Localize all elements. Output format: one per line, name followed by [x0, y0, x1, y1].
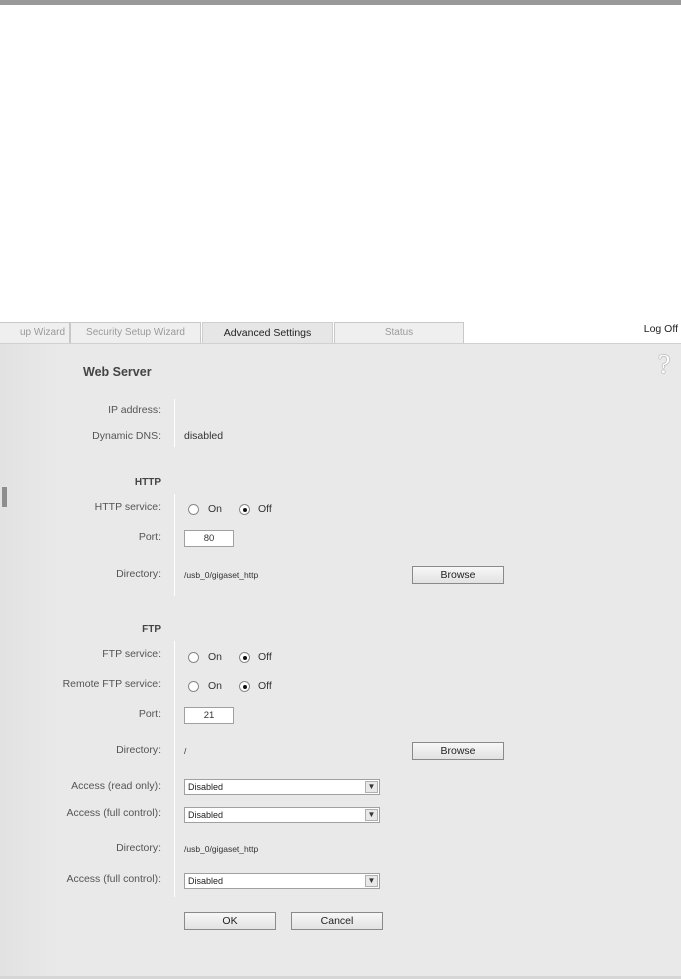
- ok-button[interactable]: OK: [184, 912, 276, 930]
- ftp-directory-label: Directory:: [116, 744, 161, 756]
- tab-security-setup-wizard[interactable]: Security Setup Wizard: [70, 322, 201, 343]
- remote-ftp-off-label: Off: [258, 680, 272, 692]
- http-service-label: HTTP service:: [94, 501, 161, 513]
- tab-setup-wizard[interactable]: up Wizard: [0, 322, 70, 343]
- cancel-button[interactable]: Cancel: [291, 912, 383, 930]
- ftp-directory-2-label: Directory:: [116, 842, 161, 854]
- help-icon[interactable]: ?: [657, 351, 671, 379]
- http-directory-label: Directory:: [116, 568, 161, 580]
- http-service-off-label: Off: [258, 503, 272, 515]
- access-full-control-2-select[interactable]: [184, 873, 380, 889]
- remote-ftp-on-radio[interactable]: [188, 681, 199, 692]
- ftp-directory-value: /: [184, 746, 187, 756]
- ftp-service-off-label: Off: [258, 651, 272, 663]
- ftp-service-label: FTP service:: [102, 648, 161, 660]
- access-full-control-label: Access (full control):: [66, 807, 161, 819]
- remote-ftp-service-radio-group: [188, 681, 288, 695]
- ftp-browse-button[interactable]: Browse: [412, 742, 504, 760]
- access-read-only-label: Access (read only):: [71, 780, 161, 792]
- separator-line: [174, 641, 175, 897]
- http-service-radio-group: [188, 504, 288, 518]
- ftp-service-off-radio[interactable]: [239, 652, 250, 663]
- page-title: Web Server: [83, 365, 152, 379]
- http-browse-button[interactable]: Browse: [412, 566, 504, 584]
- log-off-link[interactable]: Log Off: [643, 323, 678, 335]
- tab-status[interactable]: Status: [334, 322, 464, 343]
- chevron-down-icon: ▼: [365, 781, 378, 793]
- access-read-only-select[interactable]: [184, 779, 380, 795]
- ftp-port-input[interactable]: 21: [184, 707, 234, 724]
- http-port-label: Port:: [138, 531, 161, 543]
- chevron-down-icon: ▼: [365, 875, 378, 887]
- access-full-control-2-value: Disabled: [188, 876, 224, 886]
- chevron-down-icon: ▼: [365, 809, 378, 821]
- http-directory-value: /usb_0/gigaset_http: [184, 570, 259, 580]
- ftp-service-radio-group: [188, 652, 288, 666]
- dynamic-dns-label: Dynamic DNS:: [92, 430, 161, 442]
- ftp-service-on-radio[interactable]: [188, 652, 199, 663]
- top-rule: [0, 0, 681, 5]
- ftp-port-label: Port:: [138, 708, 161, 720]
- access-full-control-value: Disabled: [188, 810, 224, 820]
- remote-ftp-on-label: On: [208, 680, 223, 692]
- http-service-off-radio[interactable]: [239, 504, 250, 515]
- http-section-title: HTTP: [134, 477, 161, 488]
- ftp-directory-2-value: /usb_0/gigaset_http: [184, 844, 259, 854]
- remote-ftp-service-label: Remote FTP service:: [62, 678, 161, 690]
- access-read-only-value: Disabled: [188, 782, 224, 792]
- http-service-on-radio[interactable]: [188, 504, 199, 515]
- http-port-input[interactable]: 80: [184, 530, 234, 547]
- tab-advanced-settings[interactable]: Advanced Settings: [202, 322, 333, 344]
- ip-address-label: IP address:: [108, 404, 161, 416]
- http-service-on-label: On: [208, 503, 223, 515]
- tab-bar: [0, 322, 681, 343]
- ftp-service-on-label: On: [208, 651, 223, 663]
- separator-line: [174, 399, 175, 447]
- dynamic-dns-value: disabled: [184, 430, 224, 442]
- remote-ftp-off-radio[interactable]: [239, 681, 250, 692]
- separator-line: [174, 494, 175, 596]
- access-full-control-2-label: Access (full control):: [66, 873, 161, 885]
- ftp-section-title: FTP: [142, 624, 161, 635]
- access-full-control-select[interactable]: [184, 807, 380, 823]
- left-edge-marker: [2, 487, 7, 507]
